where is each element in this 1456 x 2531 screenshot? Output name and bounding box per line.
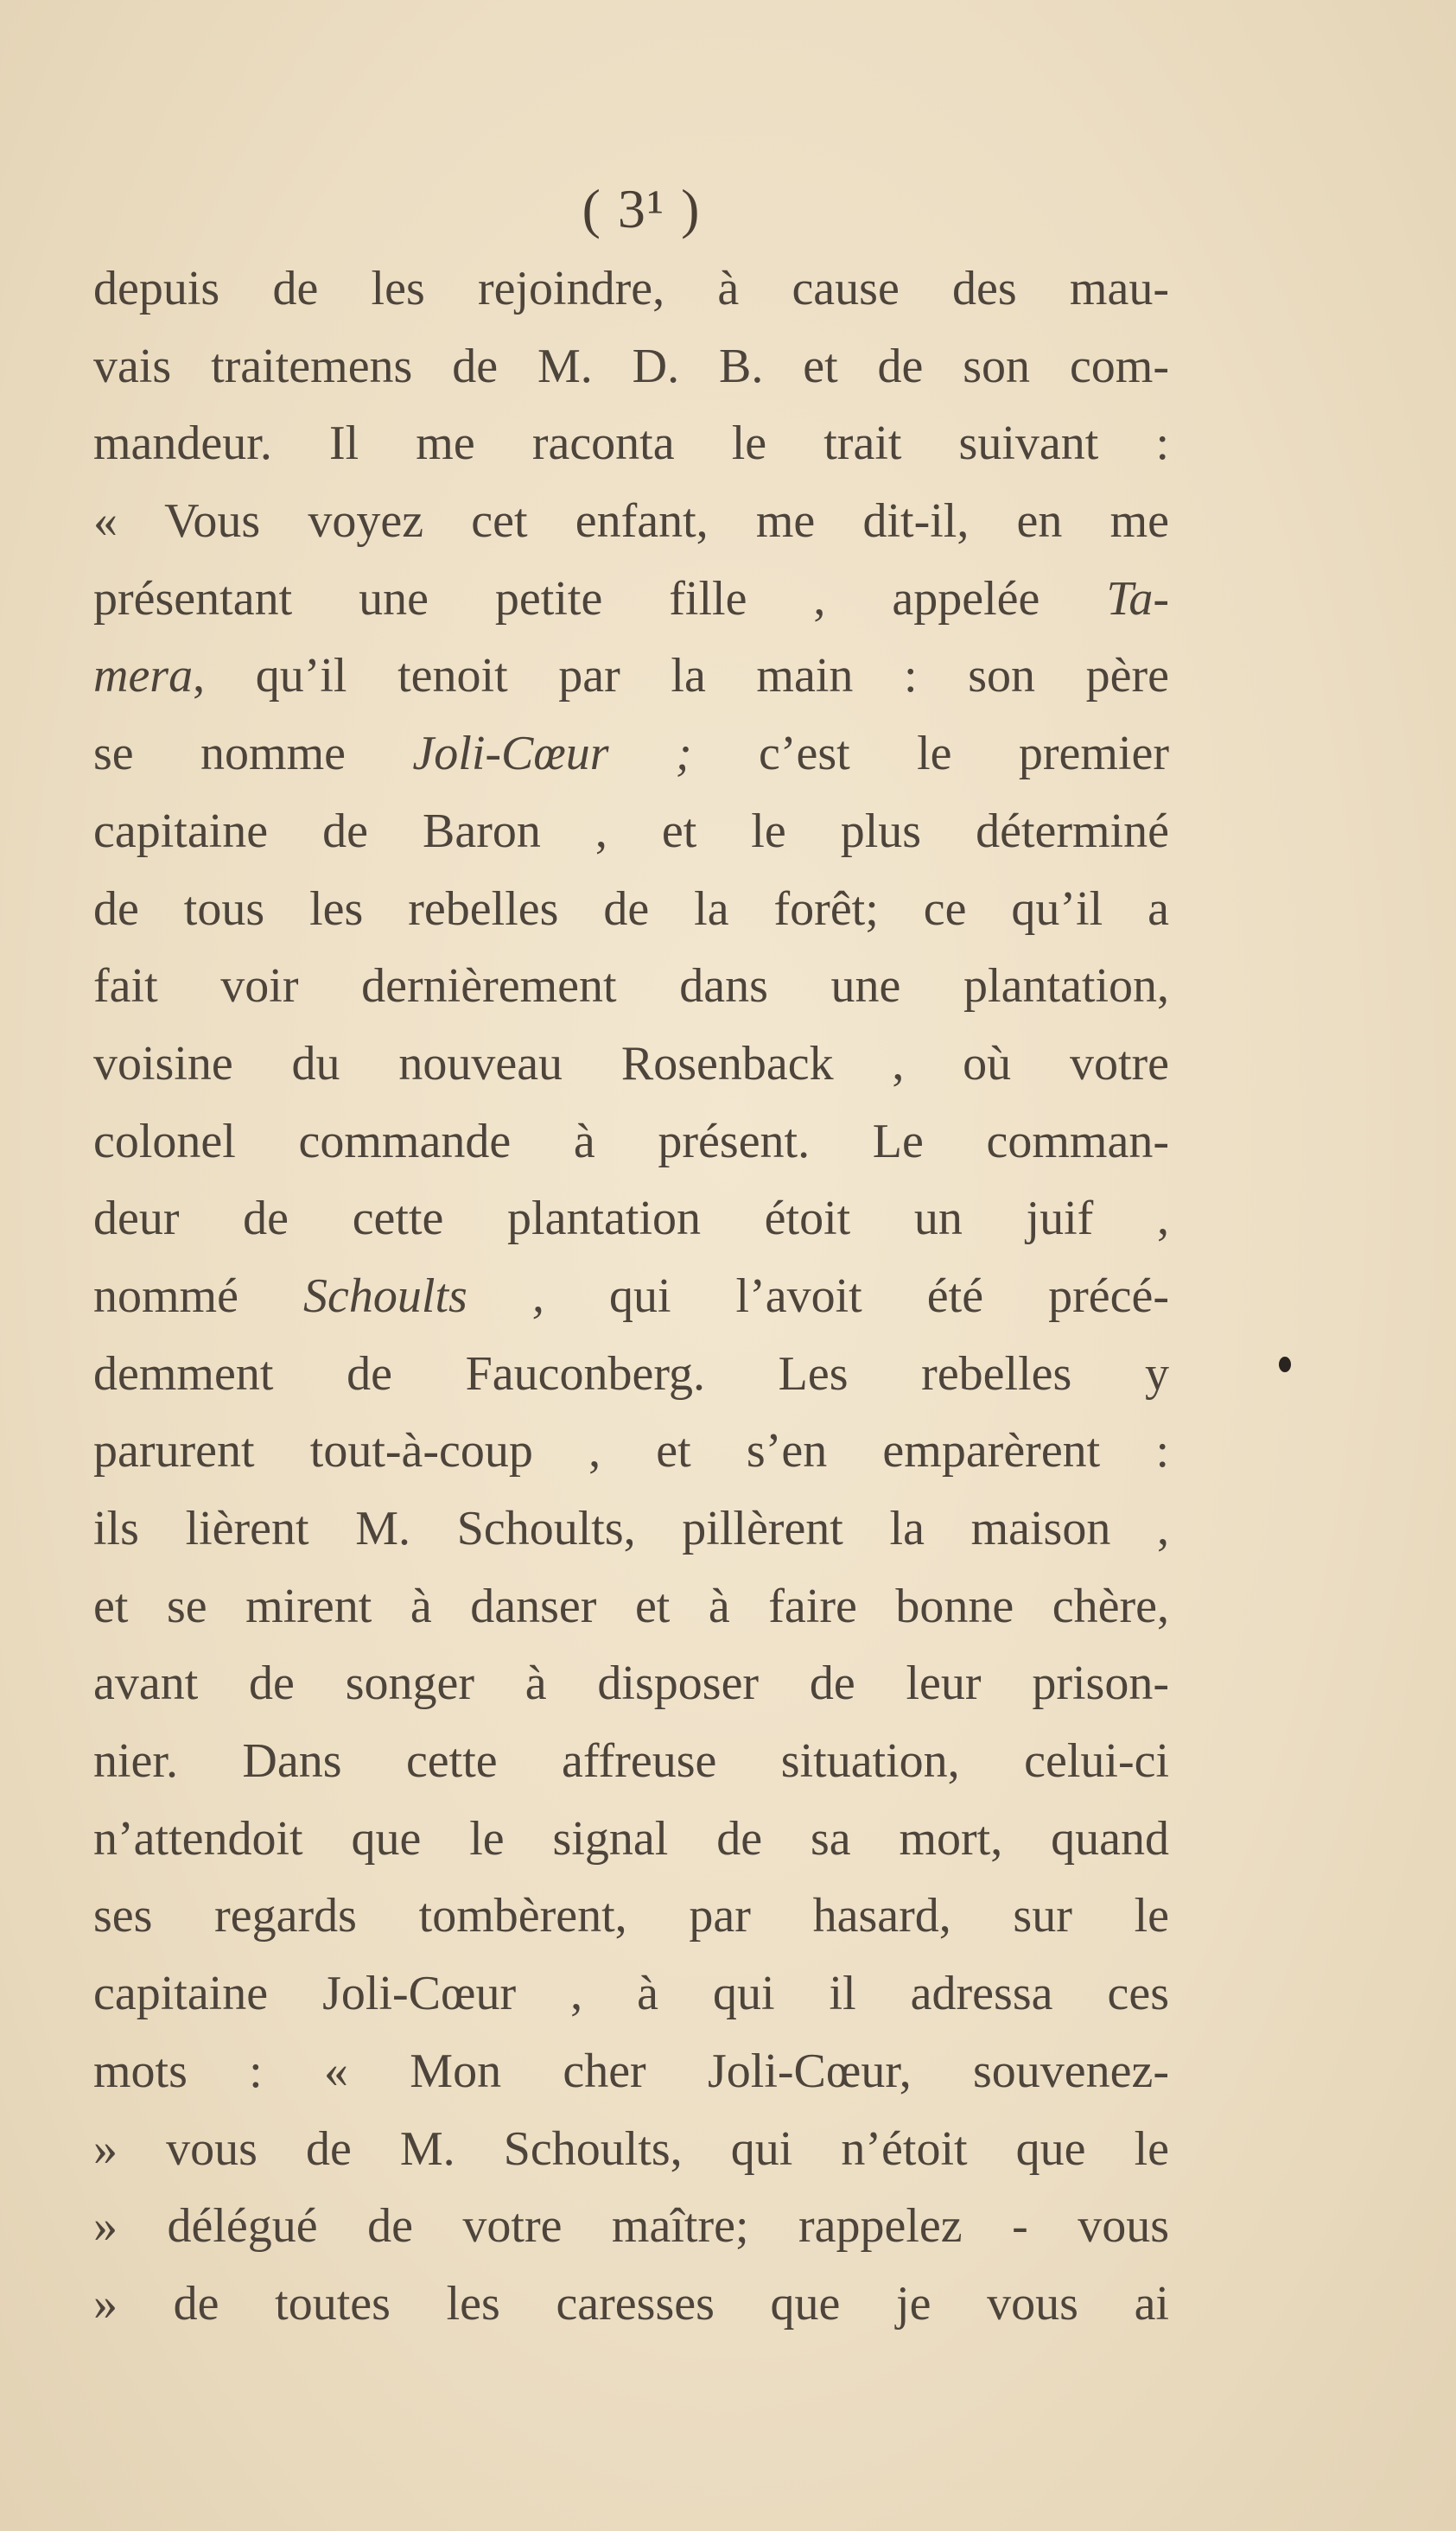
text-line xyxy=(93,871,1169,949)
text-segment: qui l’avoit été précé- xyxy=(544,1269,1169,1323)
text-segment: nier. Dans cette affreuse situation, celui-ci xyxy=(93,1734,1169,1789)
text-segment: mots : « Mon cher Joli-Cœur, souvenez- xyxy=(93,2044,1169,2098)
text-line xyxy=(93,715,1169,793)
text-line xyxy=(93,1568,1169,1646)
text-segment: » vous de M. Schoults, qui n’étoit que le xyxy=(93,2121,1169,2176)
italic-text-segment: Schoults , xyxy=(303,1269,544,1323)
text-segment: capitaine Joli-Cœur , à qui il adressa ces xyxy=(93,1967,1169,2021)
body-text xyxy=(93,251,1169,2343)
text-line xyxy=(93,1878,1169,1955)
text-segment: « Vous voyez cet enfant, me dit-il, en me xyxy=(93,494,1169,549)
text-line xyxy=(93,483,1169,561)
text-line xyxy=(93,1801,1169,1879)
text-line xyxy=(93,948,1169,1026)
text-line xyxy=(93,1645,1169,1723)
text-line xyxy=(93,2266,1169,2343)
page-number: ( 3¹ ) xyxy=(582,178,702,239)
text-line xyxy=(93,1336,1169,1414)
text-line xyxy=(93,1491,1169,1568)
text-segment: capitaine de Baron , et le plus déterminé xyxy=(93,804,1169,858)
text-segment: vais traitemens de M. D. B. et de son com- xyxy=(93,339,1169,393)
text-line xyxy=(93,1180,1169,1258)
text-segment: demment de Fauconberg. Les rebelles y xyxy=(93,1346,1169,1401)
text-segment: présentant une petite fille , appelée xyxy=(93,571,1107,626)
text-segment: » de toutes les caresses que je vous ai xyxy=(93,2276,1169,2331)
text-segment: avant de songer à disposer de leur prison- xyxy=(93,1657,1169,1711)
text-line xyxy=(93,793,1169,871)
text-line xyxy=(93,638,1169,715)
text-line xyxy=(93,1103,1169,1181)
text-line xyxy=(93,1026,1169,1103)
italic-text-segment: Joli-Cœur ; xyxy=(412,727,692,781)
ink-speck xyxy=(1279,1357,1291,1372)
text-line xyxy=(93,251,1169,328)
text-segment: parurent tout-à-coup , et s’en emparèrent : xyxy=(93,1424,1169,1479)
text-segment: ses regards tombèrent, par hasard, sur le xyxy=(93,1889,1169,1943)
text-segment: et se mirent à danser et à faire bonne chère, xyxy=(93,1579,1169,1633)
text-line xyxy=(93,328,1169,406)
text-line xyxy=(93,2111,1169,2189)
text-line xyxy=(93,2188,1169,2266)
text-segment: de tous les rebelles de la forêt; ce qu’il a xyxy=(93,881,1169,936)
text-segment: nommé xyxy=(93,1269,304,1323)
text-line xyxy=(93,1723,1169,1801)
text-segment: n’attendoit que le signal de sa mort, quand xyxy=(93,1811,1169,1866)
text-segment: c’est le premier xyxy=(691,727,1169,781)
text-segment: ils lièrent M. Schoults, pillèrent la maison , xyxy=(93,1502,1169,1555)
text-line xyxy=(93,1413,1169,1491)
text-line xyxy=(93,405,1169,483)
text-segment: se nomme xyxy=(93,727,413,781)
text-line xyxy=(93,561,1169,639)
italic-text-segment: Ta- xyxy=(1106,571,1169,626)
text-segment: » délégué de votre maître; rappelez - vous xyxy=(93,2199,1169,2254)
text-line xyxy=(93,1955,1169,2033)
text-segment: , qu’il tenoit par la main : son père xyxy=(193,649,1169,703)
text-line xyxy=(93,2033,1169,2111)
italic-text-segment: mera xyxy=(93,649,194,703)
text-line xyxy=(93,1258,1169,1336)
text-segment: depuis de les rejoindre, à cause des mau- xyxy=(93,262,1169,315)
text-segment: deur de cette plantation étoit un juif , xyxy=(93,1192,1169,1246)
text-segment: voisine du nouveau Rosenback , où votre xyxy=(93,1036,1169,1091)
text-segment: mandeur. Il me raconta le trait suivant : xyxy=(93,417,1169,471)
text-segment: fait voir dernièrement dans une plantation, xyxy=(93,959,1169,1014)
text-segment: colonel commande à présent. Le comman- xyxy=(93,1114,1169,1168)
